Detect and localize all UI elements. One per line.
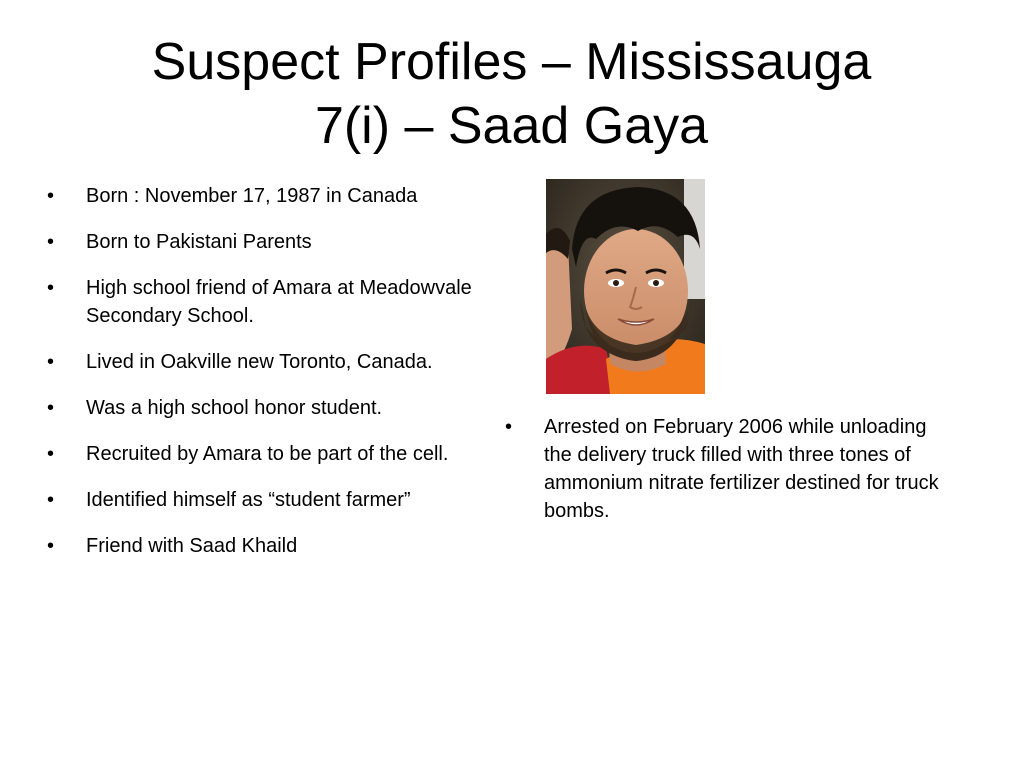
bullet-icon: •	[47, 489, 55, 511]
slide-title	[0, 30, 1023, 158]
bullet-text: Identified himself as “student farmer”	[86, 489, 411, 511]
title-line-2: 7(i) – Saad Gaya	[314, 97, 709, 155]
profile-bullet-list	[47, 182, 507, 578]
bullet-text: Born to Pakistani Parents	[86, 231, 312, 253]
list-item	[47, 486, 507, 514]
bullet-icon: •	[47, 443, 55, 465]
bullet-text: Lived in Oakville new Toronto, Canada.	[86, 351, 433, 373]
bullet-icon: •	[505, 416, 513, 438]
bullet-text: Arrested on February 2006 while unloading the delivery truck filled with three tones of ammonium nitrate fertilizer destined for truck bombs.	[544, 416, 939, 522]
bullet-text: High school friend of Amara at Meadowvale Secondary School.	[86, 277, 472, 327]
list-item	[47, 182, 507, 210]
suspect-photo	[546, 179, 705, 394]
list-item	[47, 228, 507, 256]
list-item	[47, 394, 507, 422]
bullet-icon: •	[47, 397, 55, 419]
bullet-text: Was a high school honor student.	[86, 397, 383, 419]
bullet-text: Recruited by Amara to be part of the cell.	[86, 443, 449, 465]
list-item	[47, 348, 507, 376]
bullet-icon: •	[47, 185, 55, 207]
list-item	[47, 274, 507, 330]
list-item	[505, 413, 945, 525]
arrest-bullet-list	[505, 413, 945, 525]
bullet-text: Born : November 17, 1987 in Canada	[86, 185, 418, 207]
title-line-1: Suspect Profiles – Mississauga	[151, 33, 872, 91]
bullet-icon: •	[47, 535, 55, 557]
bullet-icon: •	[47, 351, 55, 373]
bullet-text: Friend with Saad Khaild	[86, 535, 298, 557]
list-item	[47, 532, 507, 560]
list-item	[47, 440, 507, 468]
bullet-icon: •	[47, 277, 55, 299]
bullet-icon: •	[47, 231, 55, 253]
